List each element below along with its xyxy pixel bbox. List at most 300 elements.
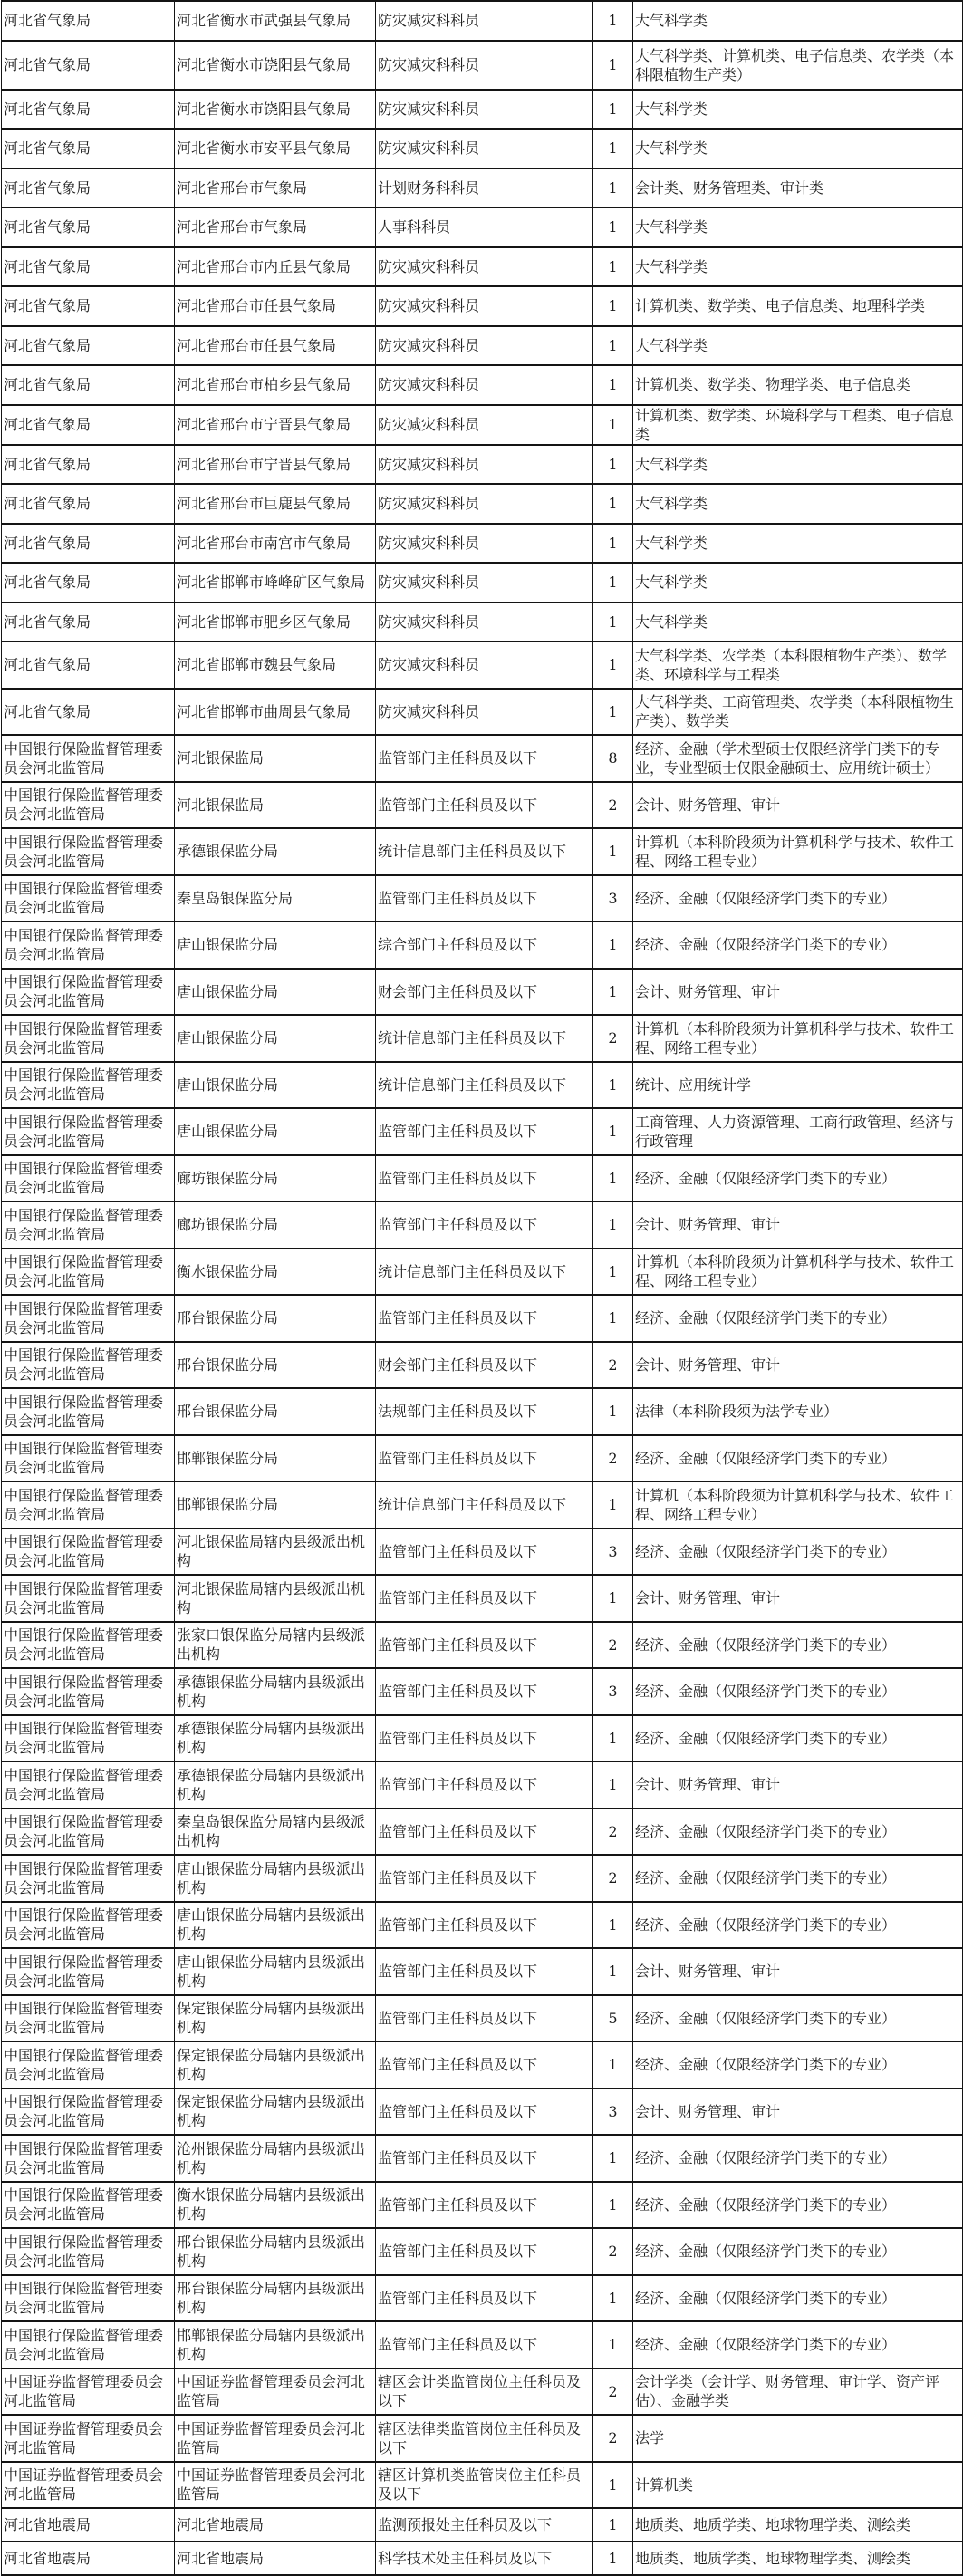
major-cell: 计算机（本科阶段须为计算机科学与技术、软件工程、网络工程专业）: [633, 1015, 963, 1062]
department-cell: 河北省气象局: [2, 642, 175, 689]
headcount-cell: 1: [593, 2041, 633, 2089]
employer-cell: 河北省衡水市武强县气象局: [175, 1, 376, 41]
table-row: [2, 207, 963, 247]
major-cell: 经济、金融（仅限经济学门类下的专业）: [633, 1995, 963, 2042]
position-cell: 防灾减灾科科员: [376, 286, 593, 326]
headcount-cell: 1: [593, 207, 633, 247]
department-cell: 中国银行保险监督管理委员会河北监管局: [2, 1575, 175, 1622]
position-cell: 统计信息部门主任科员及以下: [376, 828, 593, 875]
table-row: [2, 1715, 963, 1762]
major-cell: 经济、金融（学术型硕士仅限经济学门类下的专业，专业型硕士仅限金融硕士、应用统计硕士）: [633, 735, 963, 782]
position-cell: 辖区会计类监管岗位主任科员及以下: [376, 2369, 593, 2416]
position-cell: 监管部门主任科员及以下: [376, 1855, 593, 1902]
headcount-cell: 1: [593, 1155, 633, 1202]
department-cell: 中国银行保险监督管理委员会河北监管局: [2, 1948, 175, 1995]
major-cell: 计算机（本科阶段须为计算机科学与技术、软件工程、网络工程专业）: [633, 1481, 963, 1529]
employer-cell: 河北省邢台市南宫市气象局: [175, 524, 376, 564]
major-cell: 经济、金融（仅限经济学门类下的专业）: [633, 1295, 963, 1342]
employer-cell: 河北省衡水市饶阳县气象局: [175, 41, 376, 90]
headcount-cell: 1: [593, 41, 633, 90]
major-cell: 经济、金融（仅限经济学门类下的专业）: [633, 921, 963, 969]
employer-cell: 河北省邢台市任县气象局: [175, 286, 376, 326]
department-cell: 河北省气象局: [2, 365, 175, 405]
table-row: [2, 1529, 963, 1576]
department-cell: 中国证券监督管理委员会河北监管局: [2, 2369, 175, 2416]
headcount-cell: 2: [593, 1435, 633, 1482]
department-cell: 中国银行保险监督管理委员会河北监管局: [2, 1201, 175, 1249]
employer-cell: 秦皇岛银保监分局辖内县级派出机构: [175, 1809, 376, 1856]
headcount-cell: 1: [593, 1388, 633, 1435]
table-row: [2, 1481, 963, 1529]
headcount-cell: 1: [593, 484, 633, 524]
major-cell: 大气科学类: [633, 129, 963, 169]
major-cell: 大气科学类: [633, 247, 963, 287]
major-cell: 大气科学类: [633, 90, 963, 130]
employer-cell: 邯郸银保监分局: [175, 1435, 376, 1482]
table-row: [2, 1622, 963, 1669]
headcount-cell: 2: [593, 1015, 633, 1062]
position-cell: 监管部门主任科员及以下: [376, 1995, 593, 2042]
position-cell: 防灾减灾科科员: [376, 563, 593, 603]
employer-cell: 河北省邯郸市魏县气象局: [175, 642, 376, 689]
position-cell: 防灾减灾科科员: [376, 90, 593, 130]
position-cell: 防灾减灾科科员: [376, 603, 593, 642]
table-row: [2, 1015, 963, 1062]
position-cell: 防灾减灾科科员: [376, 445, 593, 485]
employer-cell: 邢台银保监分局: [175, 1295, 376, 1342]
employer-cell: 唐山银保监分局辖内县级派出机构: [175, 1948, 376, 1995]
table-row: [2, 1948, 963, 1995]
headcount-cell: 1: [593, 2275, 633, 2322]
headcount-cell: 1: [593, 969, 633, 1016]
headcount-cell: 1: [593, 1761, 633, 1809]
employer-cell: 河北银保监局辖内县级派出机构: [175, 1529, 376, 1576]
position-cell: 统计信息部门主任科员及以下: [376, 1249, 593, 1296]
table-row: [2, 2228, 963, 2275]
major-cell: 经济、金融（仅限经济学门类下的专业）: [633, 2228, 963, 2275]
position-cell: 监管部门主任科员及以下: [376, 1809, 593, 1856]
department-cell: 河北省气象局: [2, 524, 175, 564]
major-cell: 经济、金融（仅限经济学门类下的专业）: [633, 1155, 963, 1202]
major-cell: 经济、金融（仅限经济学门类下的专业）: [633, 2135, 963, 2182]
headcount-cell: 1: [593, 1481, 633, 1529]
position-cell: 监管部门主任科员及以下: [376, 1715, 593, 1762]
table-row: [2, 1249, 963, 1296]
department-cell: 中国银行保险监督管理委员会河北监管局: [2, 782, 175, 829]
position-cell: 监管部门主任科员及以下: [376, 1201, 593, 1249]
headcount-cell: 1: [593, 1249, 633, 1296]
table-row: [2, 2462, 963, 2509]
table-row: [2, 1201, 963, 1249]
headcount-cell: 8: [593, 735, 633, 782]
department-cell: 中国银行保险监督管理委员会河北监管局: [2, 1435, 175, 1482]
department-cell: 中国银行保险监督管理委员会河北监管局: [2, 1715, 175, 1762]
headcount-cell: 2: [593, 2228, 633, 2275]
table-row: [2, 1155, 963, 1202]
table-row: [2, 524, 963, 564]
employer-cell: 河北省邢台市柏乡县气象局: [175, 365, 376, 405]
employer-cell: 邢台银保监分局: [175, 1342, 376, 1389]
table-row: [2, 41, 963, 90]
table-row: [2, 642, 963, 689]
department-cell: 河北省地震局: [2, 2508, 175, 2542]
employer-cell: 廊坊银保监分局: [175, 1155, 376, 1202]
major-cell: 经济、金融（仅限经济学门类下的专业）: [633, 1668, 963, 1715]
major-cell: 经济、金融（仅限经济学门类下的专业）: [633, 2041, 963, 2089]
headcount-cell: 1: [593, 2182, 633, 2229]
position-cell: 防灾减灾科科员: [376, 41, 593, 90]
employer-cell: 河北省邢台市气象局: [175, 169, 376, 208]
position-cell: 防灾减灾科科员: [376, 326, 593, 366]
department-cell: 中国银行保险监督管理委员会河北监管局: [2, 1062, 175, 1109]
table-row: [2, 2369, 963, 2416]
headcount-cell: 1: [593, 2542, 633, 2575]
department-cell: 河北省气象局: [2, 689, 175, 736]
headcount-cell: 1: [593, 129, 633, 169]
position-cell: 监管部门主任科员及以下: [376, 2228, 593, 2275]
position-cell: 防灾减灾科科员: [376, 689, 593, 736]
employer-cell: 河北省邯郸市峰峰矿区气象局: [175, 563, 376, 603]
department-cell: 中国银行保险监督管理委员会河北监管局: [2, 1761, 175, 1809]
major-cell: 会计、财务管理、审计: [633, 1201, 963, 1249]
major-cell: 计算机类、数学类、物理学类、电子信息类: [633, 365, 963, 405]
department-cell: 中国银行保险监督管理委员会河北监管局: [2, 1809, 175, 1856]
employer-cell: 河北省邢台市巨鹿县气象局: [175, 484, 376, 524]
headcount-cell: 1: [593, 1575, 633, 1622]
department-cell: 中国银行保险监督管理委员会河北监管局: [2, 1622, 175, 1669]
employer-cell: 唐山银保监分局: [175, 1108, 376, 1155]
headcount-cell: 1: [593, 1948, 633, 1995]
employer-cell: 承德银保监分局辖内县级派出机构: [175, 1761, 376, 1809]
position-cell: 人事科科员: [376, 207, 593, 247]
position-cell: 监管部门主任科员及以下: [376, 1948, 593, 1995]
employer-cell: 中国证券监督管理委员会河北监管局: [175, 2369, 376, 2416]
department-cell: 中国银行保险监督管理委员会河北监管局: [2, 2135, 175, 2182]
employer-cell: 河北省邢台市宁晋县气象局: [175, 445, 376, 485]
table-row: [2, 326, 963, 366]
position-cell: 监管部门主任科员及以下: [376, 1575, 593, 1622]
table-row: [2, 405, 963, 445]
position-cell: 防灾减灾科科员: [376, 524, 593, 564]
position-cell: 监测预报处主任科员及以下: [376, 2508, 593, 2542]
major-cell: 会计、财务管理、审计: [633, 969, 963, 1016]
headcount-cell: 1: [593, 247, 633, 287]
major-cell: 会计、财务管理、审计: [633, 1761, 963, 1809]
employer-cell: 承德银保监分局: [175, 828, 376, 875]
headcount-cell: 3: [593, 2089, 633, 2136]
table-row: [2, 1902, 963, 1949]
employer-cell: 衡水银保监分局辖内县级派出机构: [175, 2182, 376, 2229]
headcount-cell: 1: [593, 365, 633, 405]
department-cell: 中国银行保险监督管理委员会河北监管局: [2, 2321, 175, 2369]
department-cell: 中国银行保险监督管理委员会河北监管局: [2, 1108, 175, 1155]
position-cell: 统计信息部门主任科员及以下: [376, 1481, 593, 1529]
major-cell: 地质类、地质学类、地球物理学类、测绘类: [633, 2508, 963, 2542]
employer-cell: 邢台银保监分局: [175, 1388, 376, 1435]
headcount-cell: 1: [593, 921, 633, 969]
major-cell: 会计、财务管理、审计: [633, 782, 963, 829]
major-cell: 大气科学类、农学类（本科限植物生产类）、数学类、环境科学与工程类: [633, 642, 963, 689]
major-cell: 经济、金融（仅限经济学门类下的专业）: [633, 1435, 963, 1482]
employer-cell: 唐山银保监分局: [175, 1015, 376, 1062]
headcount-cell: 2: [593, 1809, 633, 1856]
employer-cell: 沧州银保监分局辖内县级派出机构: [175, 2135, 376, 2182]
position-cell: 财会部门主任科员及以下: [376, 969, 593, 1016]
department-cell: 中国银行保险监督管理委员会河北监管局: [2, 1155, 175, 1202]
headcount-cell: 1: [593, 689, 633, 736]
position-cell: 监管部门主任科员及以下: [376, 782, 593, 829]
table-row: [2, 1062, 963, 1109]
employer-cell: 邢台银保监分局辖内县级派出机构: [175, 2228, 376, 2275]
position-cell: 监管部门主任科员及以下: [376, 875, 593, 922]
headcount-cell: 1: [593, 1108, 633, 1155]
position-cell: 监管部门主任科员及以下: [376, 1529, 593, 1576]
department-cell: 中国银行保险监督管理委员会河北监管局: [2, 1015, 175, 1062]
table-row: [2, 689, 963, 736]
department-cell: 中国银行保险监督管理委员会河北监管局: [2, 921, 175, 969]
position-cell: 监管部门主任科员及以下: [376, 2135, 593, 2182]
employer-cell: 保定银保监分局辖内县级派出机构: [175, 1995, 376, 2042]
major-cell: 计算机（本科阶段须为计算机科学与技术、软件工程、网络工程专业）: [633, 1249, 963, 1296]
employer-cell: 河北省邢台市内丘县气象局: [175, 247, 376, 287]
headcount-cell: 2: [593, 782, 633, 829]
department-cell: 河北省气象局: [2, 207, 175, 247]
position-cell: 科学技术处主任科员及以下: [376, 2542, 593, 2575]
position-cell: 监管部门主任科员及以下: [376, 1668, 593, 1715]
position-cell: 监管部门主任科员及以下: [376, 2321, 593, 2369]
employer-cell: 河北省邢台市任县气象局: [175, 326, 376, 366]
headcount-cell: 3: [593, 875, 633, 922]
table-row: [2, 365, 963, 405]
position-cell: 监管部门主任科员及以下: [376, 1155, 593, 1202]
table-row: [2, 2542, 963, 2575]
headcount-cell: 1: [593, 1, 633, 41]
headcount-cell: 1: [593, 642, 633, 689]
table-row: [2, 969, 963, 1016]
headcount-cell: 3: [593, 1668, 633, 1715]
table-row: [2, 2135, 963, 2182]
table-row: [2, 1809, 963, 1856]
headcount-cell: 1: [593, 603, 633, 642]
headcount-cell: 1: [593, 169, 633, 208]
table-row: [2, 735, 963, 782]
department-cell: 中国银行保险监督管理委员会河北监管局: [2, 2275, 175, 2322]
position-cell: 监管部门主任科员及以下: [376, 1622, 593, 1669]
position-cell: 防灾减灾科科员: [376, 642, 593, 689]
major-cell: 经济、金融（仅限经济学门类下的专业）: [633, 875, 963, 922]
department-cell: 河北省气象局: [2, 286, 175, 326]
position-cell: 法规部门主任科员及以下: [376, 1388, 593, 1435]
employer-cell: 河北省地震局: [175, 2508, 376, 2542]
major-cell: 大气科学类: [633, 1, 963, 41]
department-cell: 中国银行保险监督管理委员会河北监管局: [2, 1855, 175, 1902]
major-cell: 大气科学类: [633, 563, 963, 603]
department-cell: 中国银行保险监督管理委员会河北监管局: [2, 1249, 175, 1296]
major-cell: 会计类、财务管理类、审计类: [633, 169, 963, 208]
position-cell: 防灾减灾科科员: [376, 405, 593, 445]
table-row: [2, 484, 963, 524]
employer-cell: 中国证券监督管理委员会河北监管局: [175, 2462, 376, 2509]
employer-cell: 河北省地震局: [175, 2542, 376, 2575]
employer-cell: 承德银保监分局辖内县级派出机构: [175, 1668, 376, 1715]
department-cell: 中国证券监督管理委员会河北监管局: [2, 2415, 175, 2462]
recruitment-table: [1, 0, 963, 2576]
employer-cell: 承德银保监分局辖内县级派出机构: [175, 1715, 376, 1762]
headcount-cell: 1: [593, 1295, 633, 1342]
department-cell: 河北省气象局: [2, 563, 175, 603]
position-cell: 防灾减灾科科员: [376, 365, 593, 405]
table-row: [2, 1295, 963, 1342]
department-cell: 河北省气象局: [2, 484, 175, 524]
table-row: [2, 1108, 963, 1155]
table-row: [2, 828, 963, 875]
department-cell: 中国证券监督管理委员会河北监管局: [2, 2462, 175, 2509]
major-cell: 经济、金融（仅限经济学门类下的专业）: [633, 1529, 963, 1576]
department-cell: 中国银行保险监督管理委员会河北监管局: [2, 1295, 175, 1342]
position-cell: 辖区法律类监管岗位主任科员及以下: [376, 2415, 593, 2462]
employer-cell: 河北省衡水市饶阳县气象局: [175, 90, 376, 130]
headcount-cell: 1: [593, 1062, 633, 1109]
table-row: [2, 2275, 963, 2322]
major-cell: 经济、金融（仅限经济学门类下的专业）: [633, 2182, 963, 2229]
position-cell: 监管部门主任科员及以下: [376, 1902, 593, 1949]
position-cell: 财会部门主任科员及以下: [376, 1342, 593, 1389]
table-row: [2, 875, 963, 922]
major-cell: 会计、财务管理、审计: [633, 1948, 963, 1995]
major-cell: 大气科学类: [633, 326, 963, 366]
position-cell: 监管部门主任科员及以下: [376, 2275, 593, 2322]
major-cell: 计算机类、数学类、环境科学与工程类、电子信息类: [633, 405, 963, 445]
employer-cell: 张家口银保监分局辖内县级派出机构: [175, 1622, 376, 1669]
major-cell: 大气科学类: [633, 207, 963, 247]
department-cell: 中国银行保险监督管理委员会河北监管局: [2, 2228, 175, 2275]
headcount-cell: 1: [593, 563, 633, 603]
major-cell: 计算机（本科阶段须为计算机科学与技术、软件工程、网络工程专业）: [633, 828, 963, 875]
employer-cell: 中国证券监督管理委员会河北监管局: [175, 2415, 376, 2462]
department-cell: 河北省气象局: [2, 247, 175, 287]
major-cell: 经济、金融（仅限经济学门类下的专业）: [633, 2275, 963, 2322]
major-cell: 经济、金融（仅限经济学门类下的专业）: [633, 1809, 963, 1856]
position-cell: 监管部门主任科员及以下: [376, 735, 593, 782]
department-cell: 河北省地震局: [2, 2542, 175, 2575]
position-cell: 防灾减灾科科员: [376, 484, 593, 524]
headcount-cell: 1: [593, 1902, 633, 1949]
headcount-cell: 5: [593, 1995, 633, 2042]
department-cell: 河北省气象局: [2, 1, 175, 41]
department-cell: 中国银行保险监督管理委员会河北监管局: [2, 1388, 175, 1435]
major-cell: 会计学类（会计学、财务管理、审计学、资产评估）、金融学类: [633, 2369, 963, 2416]
employer-cell: 河北省邯郸市曲周县气象局: [175, 689, 376, 736]
table-row: [2, 2089, 963, 2136]
department-cell: 河北省气象局: [2, 169, 175, 208]
table-row: [2, 1, 963, 41]
department-cell: 中国银行保险监督管理委员会河北监管局: [2, 2089, 175, 2136]
table-row: [2, 169, 963, 208]
table-row: [2, 921, 963, 969]
employer-cell: 保定银保监分局辖内县级派出机构: [175, 2089, 376, 2136]
position-cell: 防灾减灾科科员: [376, 129, 593, 169]
headcount-cell: 3: [593, 1529, 633, 1576]
headcount-cell: 2: [593, 2369, 633, 2416]
department-cell: 河北省气象局: [2, 405, 175, 445]
department-cell: 中国银行保险监督管理委员会河北监管局: [2, 875, 175, 922]
position-cell: 监管部门主任科员及以下: [376, 2041, 593, 2089]
headcount-cell: 1: [593, 1715, 633, 1762]
major-cell: 大气科学类: [633, 524, 963, 564]
headcount-cell: 2: [593, 1622, 633, 1669]
employer-cell: 邢台银保监分局辖内县级派出机构: [175, 2275, 376, 2322]
department-cell: 河北省气象局: [2, 603, 175, 642]
major-cell: 经济、金融（仅限经济学门类下的专业）: [633, 2321, 963, 2369]
employer-cell: 唐山银保监分局辖内县级派出机构: [175, 1855, 376, 1902]
position-cell: 监管部门主任科员及以下: [376, 1108, 593, 1155]
headcount-cell: 2: [593, 1855, 633, 1902]
position-cell: 监管部门主任科员及以下: [376, 1295, 593, 1342]
major-cell: 经济、金融（仅限经济学门类下的专业）: [633, 1855, 963, 1902]
major-cell: 大气科学类: [633, 484, 963, 524]
table-row: [2, 286, 963, 326]
major-cell: 会计、财务管理、审计: [633, 2089, 963, 2136]
employer-cell: 河北省邢台市气象局: [175, 207, 376, 247]
position-cell: 监管部门主任科员及以下: [376, 1435, 593, 1482]
headcount-cell: 2: [593, 2415, 633, 2462]
employer-cell: 邯郸银保监分局: [175, 1481, 376, 1529]
table-row: [2, 2182, 963, 2229]
position-cell: 防灾减灾科科员: [376, 1, 593, 41]
major-cell: 经济、金融（仅限经济学门类下的专业）: [633, 1902, 963, 1949]
table-row: [2, 2041, 963, 2089]
employer-cell: 唐山银保监分局辖内县级派出机构: [175, 1902, 376, 1949]
employer-cell: 河北省邢台市宁晋县气象局: [175, 405, 376, 445]
department-cell: 中国银行保险监督管理委员会河北监管局: [2, 2182, 175, 2229]
table-row: [2, 129, 963, 169]
table-row: [2, 1995, 963, 2042]
major-cell: 会计、财务管理、审计: [633, 1342, 963, 1389]
position-cell: 监管部门主任科员及以下: [376, 2089, 593, 2136]
headcount-cell: 1: [593, 2321, 633, 2369]
position-cell: 统计信息部门主任科员及以下: [376, 1015, 593, 1062]
headcount-cell: 2: [593, 1342, 633, 1389]
major-cell: 大气科学类、工商管理类、农学类（本科限植物生产类）、数学类: [633, 689, 963, 736]
department-cell: 中国银行保险监督管理委员会河北监管局: [2, 735, 175, 782]
employer-cell: 秦皇岛银保监分局: [175, 875, 376, 922]
employer-cell: 河北银保监局: [175, 782, 376, 829]
employer-cell: 保定银保监分局辖内县级派出机构: [175, 2041, 376, 2089]
major-cell: 经济、金融（仅限经济学门类下的专业）: [633, 1715, 963, 1762]
department-cell: 河北省气象局: [2, 41, 175, 90]
department-cell: 中国银行保险监督管理委员会河北监管局: [2, 828, 175, 875]
position-cell: 综合部门主任科员及以下: [376, 921, 593, 969]
major-cell: 统计、应用统计学: [633, 1062, 963, 1109]
table-row: [2, 1575, 963, 1622]
major-cell: 工商管理、人力资源管理、工商行政管理、经济与行政管理: [633, 1108, 963, 1155]
major-cell: 计算机类、数学类、电子信息类、地理科学类: [633, 286, 963, 326]
major-cell: 大气科学类: [633, 445, 963, 485]
table-row: [2, 2415, 963, 2462]
employer-cell: 河北银保监局: [175, 735, 376, 782]
department-cell: 中国银行保险监督管理委员会河北监管局: [2, 2041, 175, 2089]
headcount-cell: 1: [593, 445, 633, 485]
headcount-cell: 1: [593, 828, 633, 875]
major-cell: 大气科学类: [633, 603, 963, 642]
table-row: [2, 1668, 963, 1715]
major-cell: 法律（本科阶段须为法学专业）: [633, 1388, 963, 1435]
position-cell: 监管部门主任科员及以下: [376, 1761, 593, 1809]
table-body: [2, 1, 963, 2575]
headcount-cell: 1: [593, 286, 633, 326]
employer-cell: 廊坊银保监分局: [175, 1201, 376, 1249]
headcount-cell: 1: [593, 1201, 633, 1249]
